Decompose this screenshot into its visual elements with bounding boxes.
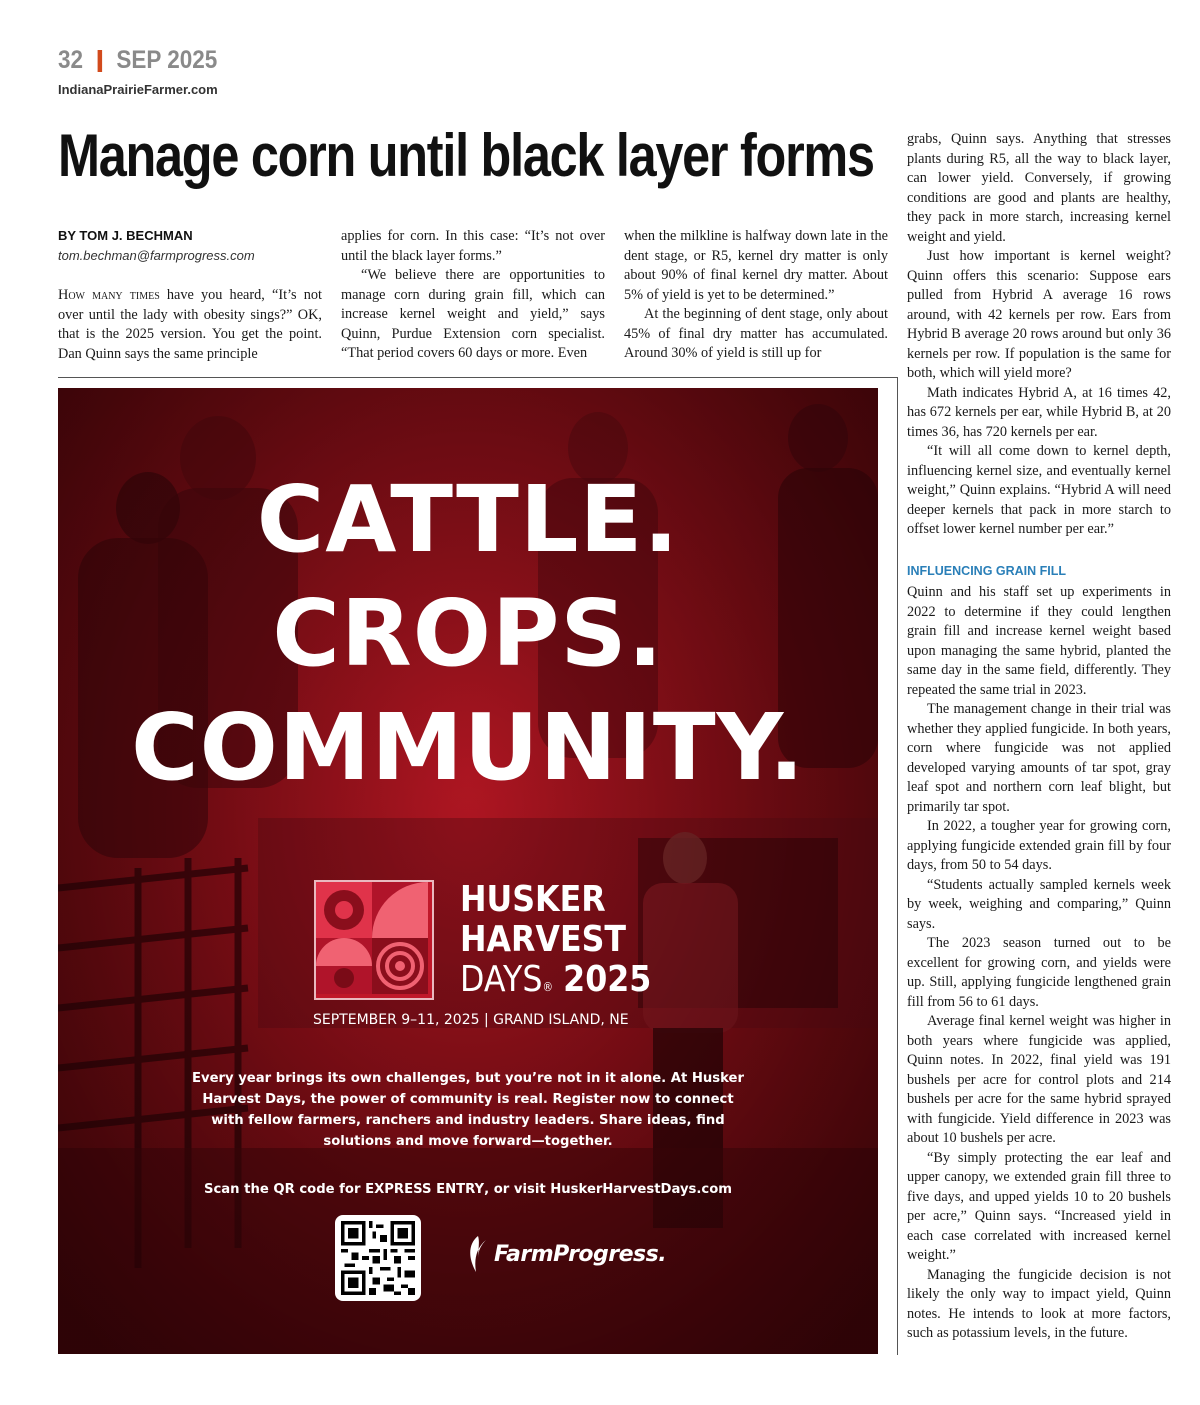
- article-column-4: [907, 130, 1171, 1344]
- column-rule: [897, 377, 898, 1355]
- ad-body-copy: Every year brings its own challenges, but you’re not in it alone. At Husker Harvest Days, the power of community is real. Register now to connect with fellow farmers, ranchers and industry leaders. Share ideas, find solutions and move forward—together.: [191, 1071, 745, 1149]
- paragraph: “It will all come down to kernel depth, influencing kernel size, and eventually kernel weight,” Quinn explains. “Hybrid A will need deeper kernels that pack in more starch to offset lower kernel number per ear.”: [907, 443, 1171, 537]
- page-number: 32: [58, 46, 84, 74]
- qr-code[interactable]: [335, 1215, 421, 1301]
- paragraph: In 2022, a tougher year for growing corn, applying fungicide extended grain fill by four days, from 50 to 54 days.: [907, 818, 1171, 873]
- ad-call-to-action: Scan the QR code for EXPRESS ENTRY, or visit HuskerHarvestDays.com: [203, 1182, 733, 1197]
- wordmark-husker: HUSKER: [460, 879, 606, 920]
- paragraph: applies for corn. In this case: “It’s not over until the black layer forms.”: [341, 228, 605, 264]
- wordmark-days: DAYS® 2025: [460, 959, 652, 1000]
- page-folio: [58, 46, 217, 75]
- article-column-1: [58, 286, 322, 364]
- farm-progress-logo: FarmProgress.: [464, 1234, 666, 1274]
- wheat-leaf-icon: [464, 1234, 490, 1274]
- paragraph: Managing the fungicide decision is not likely the only way to impact yield, Quinn notes. He intends to look at more factors, such as potassium levels, in the future.: [907, 1266, 1171, 1341]
- ad-website-link[interactable]: HuskerHarvestDays.com: [550, 1182, 733, 1197]
- event-dates-location: SEPTEMBER 9–11, 2025 | GRAND ISLAND, NE: [313, 1012, 629, 1028]
- article-column-3: [624, 227, 888, 364]
- husker-harvest-days-ad[interactable]: [58, 388, 878, 1354]
- article-headline: Manage corn until black layer forms: [58, 122, 874, 189]
- lead-in: How many times: [58, 287, 160, 303]
- registered-mark: ®: [542, 980, 554, 994]
- paragraph: The 2023 season turned out to be excellent for growing corn, and yields were up. Still, applying fungicide lengthened grain fill from 56 to 61 days.: [907, 935, 1171, 1010]
- ad-headline-community: COMMUNITY.: [131, 694, 805, 801]
- paragraph: Quinn and his staff set up experiments in 2022 to determine if they could lengthen grain fill and increase kernel weight based upon managing the same hybrid, planted the same day in the same field, differently. They repeated the same trial in 2023.: [907, 584, 1171, 698]
- paragraph: The management change in their trial was whether they applied fungicide. In both years, corn where fungicide was not applied developed varying amounts of tar spot, gray leaf spot and northern corn leaf blight, but primarily tar spot.: [907, 701, 1171, 815]
- folio-divider: [97, 50, 102, 72]
- lead-paragraph: How many times have you heard, “It’s not over until the lady with obesity sings?” OK, that is the 2025 version. You get the point. Dan Quinn says the same principle: [58, 287, 322, 362]
- wordmark-harvest: HARVEST: [460, 919, 627, 960]
- paragraph: when the milkline is halfway down late in the dent stage, or R5, kernel dry matter is only about 90% of final kernel dry matter. About 5% of yield is yet to be determined.”: [624, 228, 888, 303]
- article-column-2: [341, 227, 605, 364]
- qr-code-icon: [341, 1221, 415, 1295]
- logo-pattern-icon: [316, 882, 428, 994]
- ad-top-rule: [58, 377, 898, 378]
- paragraph: grabs, Quinn says. Anything that stresses plants during R5, all the way to black layer, can lower yield. Conversely, if growing conditions are good and plants are healthy, they pack in more starch, increasing kernel weight and yield.: [907, 131, 1171, 245]
- paragraph: “Students actually sampled kernels week by week, weighing and comparing,” Quinn says.: [907, 876, 1171, 932]
- paragraph: “We believe there are opportunities to manage corn during grain fill, which can increase kernel weight and yield,” says Quinn, Purdue Extension corn specialist. “That period covers 60 days or more. Even: [341, 267, 605, 361]
- paragraph: “By simply protecting the ear leaf and upper canopy, we extended grain fill three to five days, and upped yields 10 to 20 bushels per acre,” Quinn says. “Increased yield in each case correlated with increased kernel weight.”: [907, 1149, 1171, 1263]
- section-subhead: INFLUENCING GRAIN FILL: [907, 563, 1067, 578]
- ad-headline-cattle: CATTLE.: [256, 466, 680, 573]
- husker-harvest-days-logo-mark: [314, 880, 434, 1000]
- issue-date: SEP 2025: [116, 46, 218, 74]
- paragraph: At the beginning of dent stage, only about 45% of final dry matter has accumulated. Around 30% of yield is still up for: [624, 306, 888, 361]
- paragraph: Average final kernel weight was higher in both years where fungicide was applied, Quinn notes. In 2022, final yield was 191 bushels per acre for control plots and 214 bushels per acre for the same hybrid sprayed with fungicide. Yield difference in 2023 was about 10 bushels per acre.: [907, 1013, 1171, 1146]
- site-url[interactable]: IndianaPrairieFarmer.com: [58, 82, 218, 97]
- author-email[interactable]: tom.bechman@farmprogress.com: [58, 248, 255, 263]
- ad-headline-crops: CROPS.: [272, 580, 664, 687]
- event-wordmark: [460, 880, 677, 1007]
- paragraph: Math indicates Hybrid A, at 16 times 42, has 672 kernels per ear, while Hybrid B, at 20 times 36, has 720 kernels per ear.: [907, 384, 1171, 440]
- wordmark-year: 2025: [563, 959, 652, 1000]
- byline: BY TOM J. BECHMAN: [58, 228, 193, 243]
- paragraph: Just how important is kernel weight? Quinn offers this scenario: Suppose ears pulled from Hybrid A average 16 rows around, with 42 kernels per row. Ears from Hybrid B average 20 rows around but only 36 kernels per row. If population is the same for both, which will yield more?: [907, 248, 1171, 381]
